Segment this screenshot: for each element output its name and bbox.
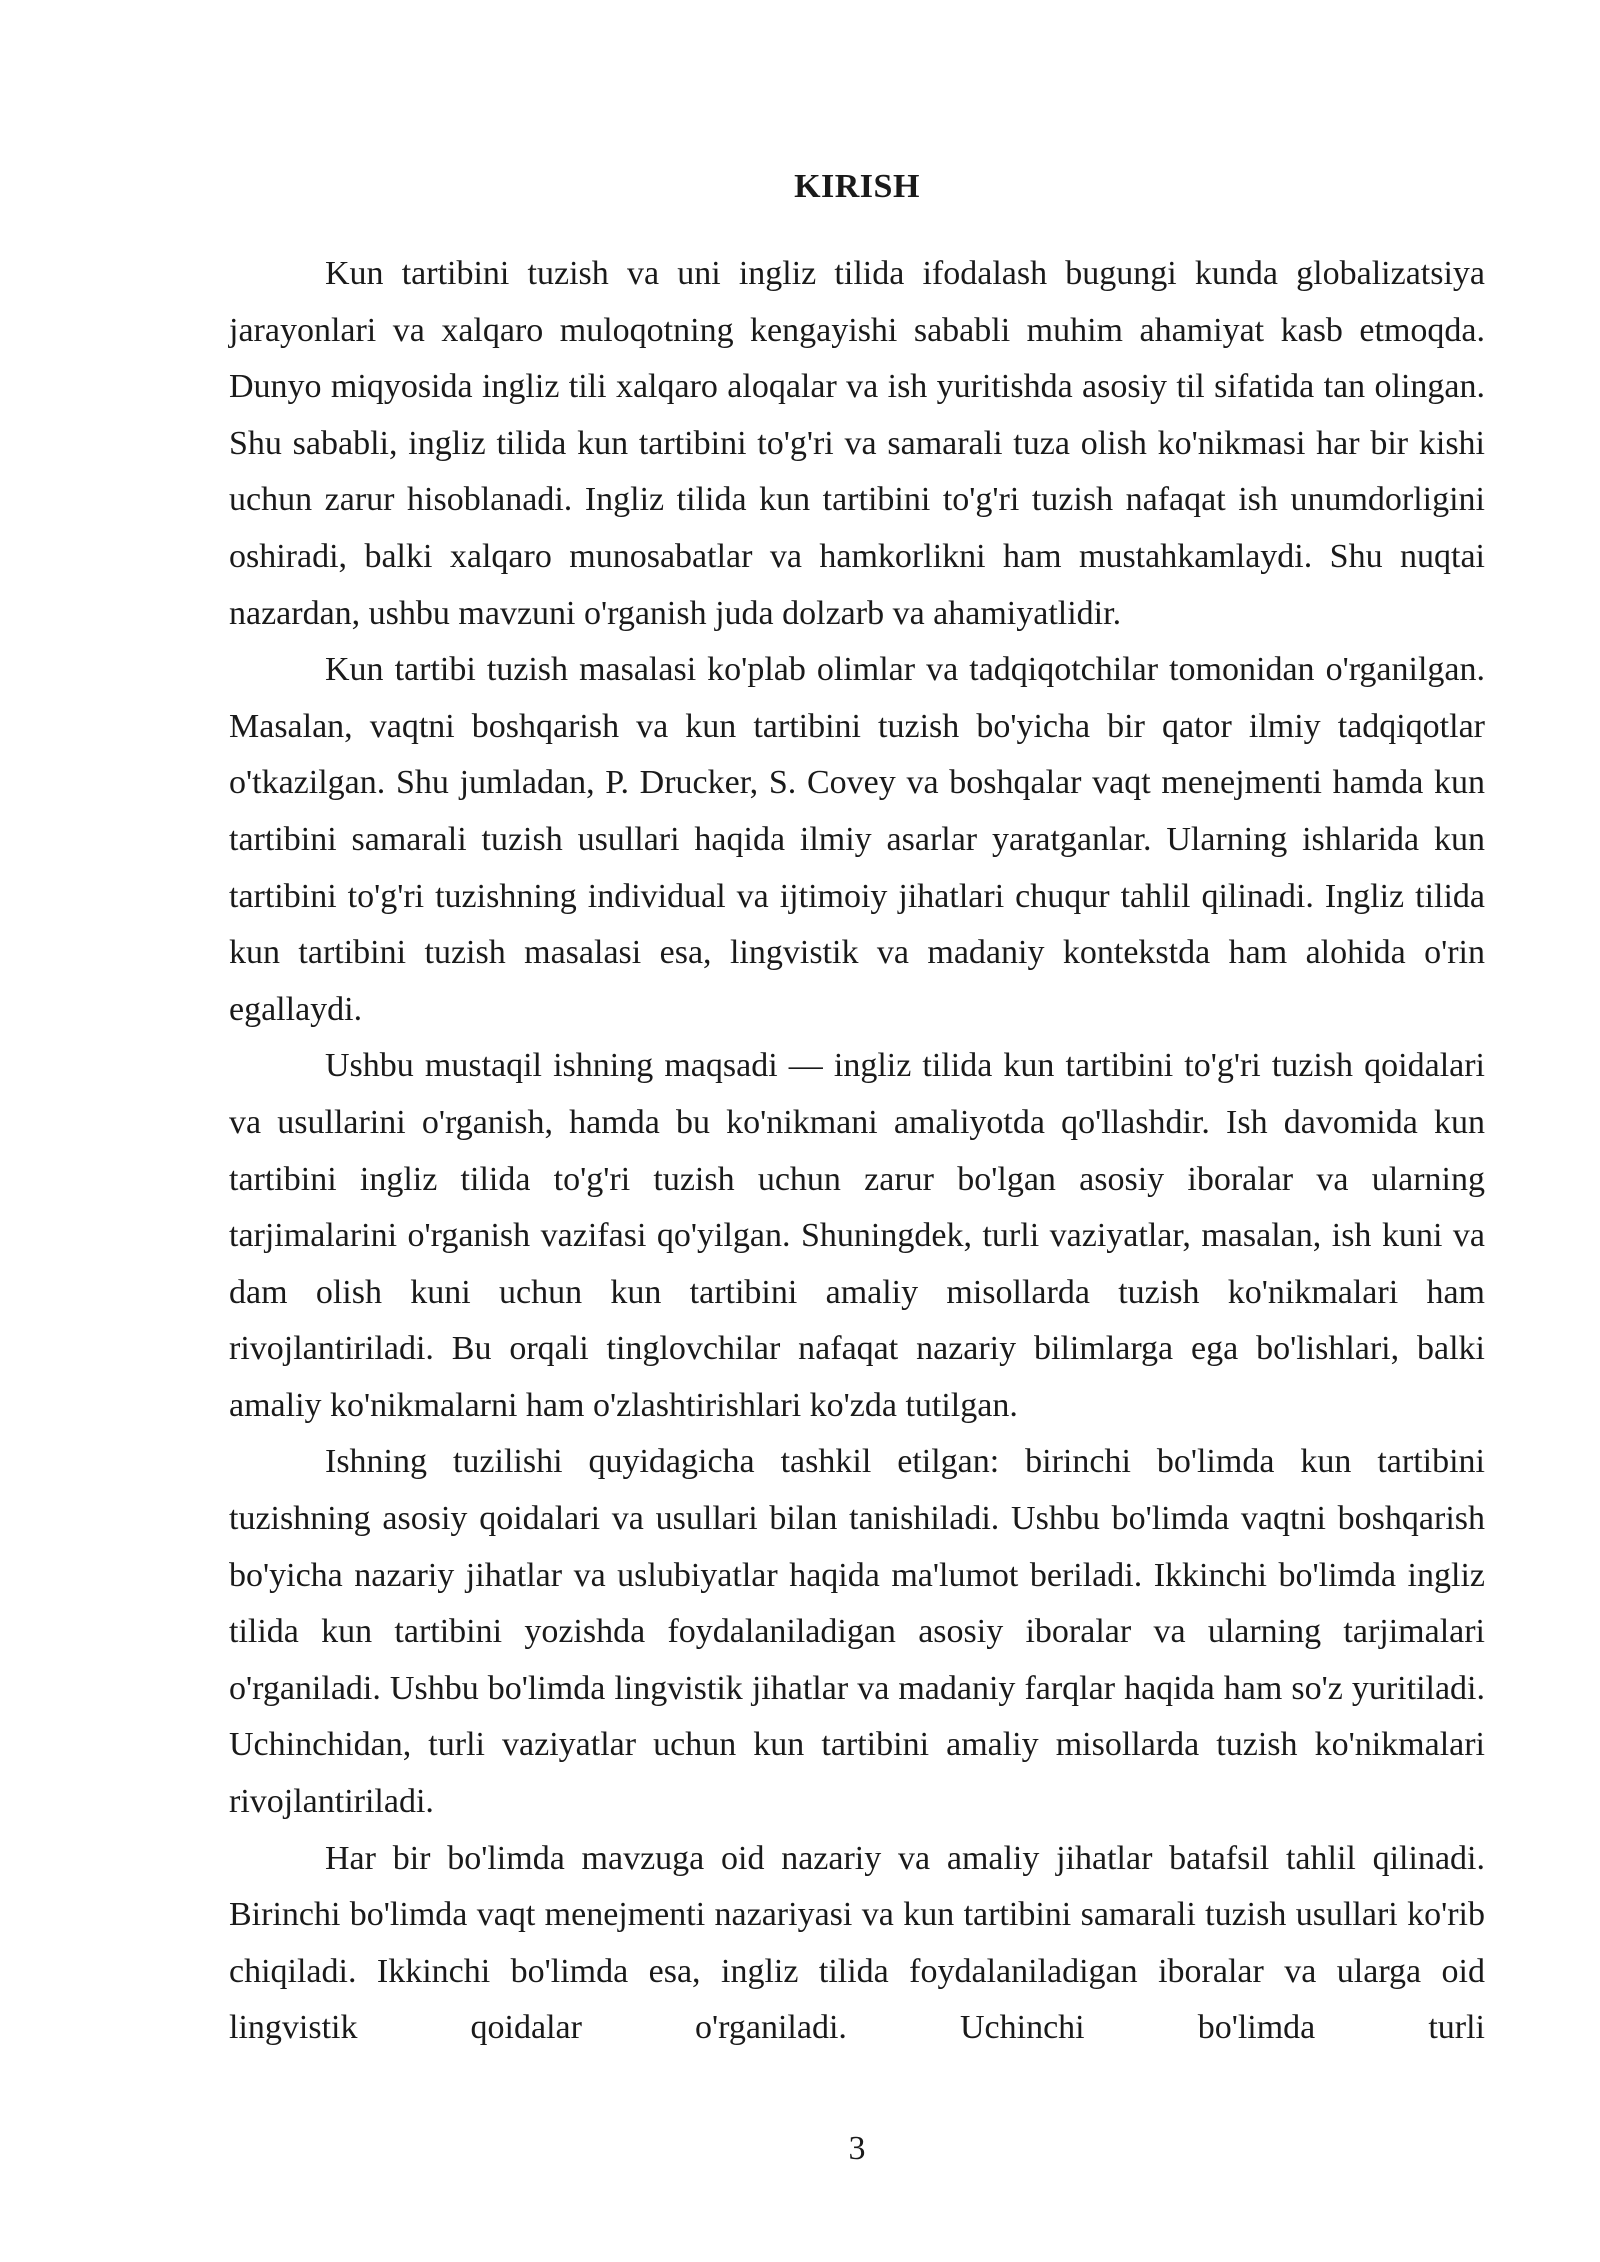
page-number: 3 (848, 2130, 866, 2167)
paragraph-4: Ishning tuzilishi quyidagicha tashkil etilgan: birinchi bo'limda kun tartibini tuzishning asosiy qoidalari va usullari bilan tanishiladi. Ushbu bo'limda vaqtni boshqarish bo'yicha nazariy jihatlar va uslubiyatlar haqida ma'lumot beriladi. Ikkinchi bo'limda ingliz tilida kun tartibini yozishda foydalaniladigan asosiy iboralar va ularning tarjimalari o'rganiladi. Ushbu bo'limda lingvistik jihatlar va madaniy farqlar haqida ham so'z yuritiladi. Uchinchidan, turli vaziyatlar uchun kun tartibini amaliy misollarda tuzish ko'nikmalari rivojlantiriladi. (229, 1443, 1485, 1821)
paragraph-5: Har bir bo'limda mavzuga oid nazariy va amaliy jihatlar batafsil tahlil qilinadi. Birinchi bo'limda vaqt menejmenti nazariyasi va kun tartibini samarali tuzish usullari ko'rib chiqiladi. Ikkinchi bo'limda esa, ingliz tilida foydalaniladigan iboralar va ularga oid lingvistik qoidalar o'rganiladi. Uchinchi bo'limda turli (229, 1839, 1485, 2047)
paragraph-1: Kun tartibini tuzish va uni ingliz tilida ifodalash bugungi kunda globalizatsiya jarayonlari va xalqaro muloqotning kengayishi sababli muhim ahamiyat kasb etmoqda. Dunyo miqyosida ingliz tili xalqaro aloqalar va ish yuritishda asosiy til sifatida tan olingan. Shu sababli, ingliz tilida kun tartibini to'g'ri va samarali tuza olish ko'nikmasi har bir kishi uchun zarur hisoblanadi. Ingliz tilida kun tartibini to'g'ri tuzish nafaqat ish unumdorligini oshiradi, balki xalqaro munosabatlar va hamkorlikni ham mustahkamlaydi. Shu nuqtai nazardan, ushbu mavzuni o'rganish juda dolzarb va ahamiyatlidir. (229, 255, 1485, 632)
page-title: KIRISH (794, 168, 920, 205)
document-page (229, 0, 1485, 2262)
paragraph-2: Kun tartibi tuzish masalasi ko'plab olimlar va tadqiqotchilar tomonidan o'rganilgan. Masalan, vaqtni boshqarish va kun tartibini tuzish bo'yicha bir qator ilmiy tadqiqotlar o'tkazilgan. Shu jumladan, P. Drucker, S. Covey va boshqalar vaqt menejmenti hamda kun tartibini samarali tuzish usullari haqida ilmiy asarlar yaratganlar. Ularning ishlarida kun tartibini to'g'ri tuzishning individual va ijtimoiy jihatlari chuqur tahlil qilinadi. Ingliz tilida kun tartibini tuzish masalasi esa, lingvistik va madaniy kontekstda ham alohida o'rin egallaydi. (229, 651, 1485, 1028)
body-text (229, 246, 1485, 2057)
paragraph-3: Ushbu mustaqil ishning maqsadi — ingliz tilida kun tartibini to'g'ri tuzish qoidalari va usullarini o'rganish, hamda bu ko'nikmani amaliyotda qo'llashdir. Ish davomida kun tartibini ingliz tilida to'g'ri tuzish uchun zarur bo'lgan asosiy iboralar va ularning tarjimalarini o'rganish vazifasi qo'yilgan. Shuningdek, turli vaziyatlar, masalan, ish kuni va dam olish kuni uchun kun tartibini amaliy misollarda tuzish ko'nikmalari ham rivojlantiriladi. Bu orqali tinglovchilar nafaqat nazariy bilimlarga ega bo'lishlari, balki amaliy ko'nikmalarni ham o'zlashtirishlari ko'zda tutilgan. (229, 1047, 1485, 1424)
